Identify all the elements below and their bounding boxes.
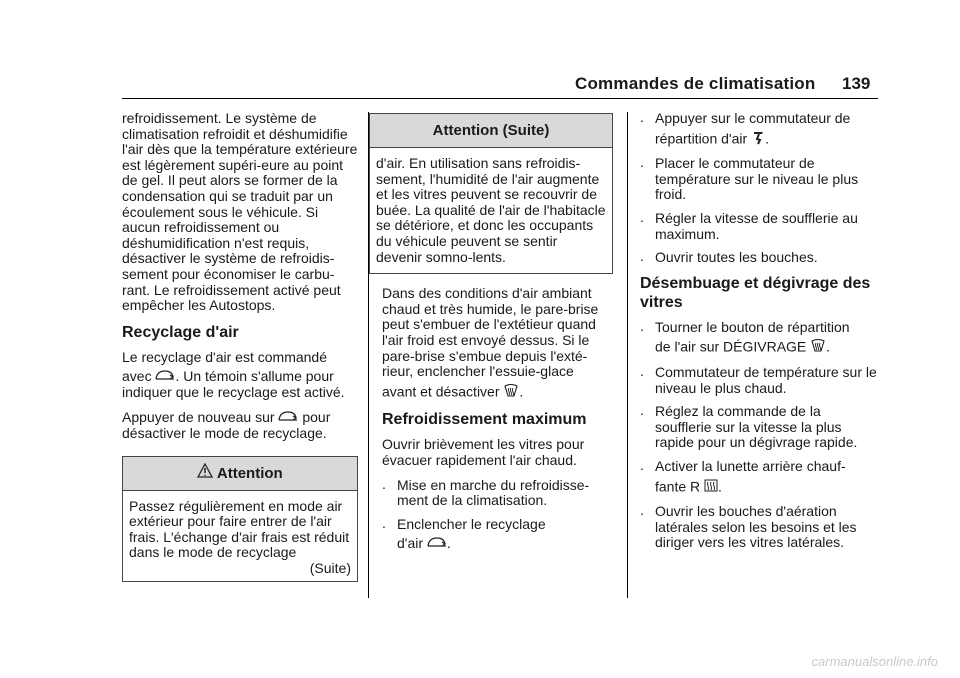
list-item	[640, 504, 878, 551]
attention-box	[122, 456, 358, 582]
page-number: 139	[842, 74, 871, 93]
list-item-text: Placer le commutateur de température sur le niveau le plus froid.	[655, 155, 859, 203]
column-divider	[627, 112, 628, 598]
list-item-text: Enclencher le recyclage	[397, 515, 546, 532]
recirculation-icon	[427, 537, 447, 553]
bullet-dot: .	[640, 456, 644, 473]
bullet-dot: .	[640, 208, 644, 225]
bullet-dot: .	[640, 248, 644, 265]
intro-paragraph: refroidissement. Le système de climatisation refroidit et déshumidifie l'air dès que la température extérieure est légèrement supéri-eure au point de gel. Il peut alors se former de la condensation qui se traduit par un écoulement sous le véhicule. Si aucun refroidissement ou déshumidification n'est requis, désactiver le système de refroidis-sement pour économiser le carbu-rant. Le refroidissement activé peut empêcher les Autostops.	[122, 110, 358, 314]
recycle-paragraph	[122, 350, 358, 366]
watermark: carmanualsonline.info	[811, 654, 938, 669]
list-item	[640, 250, 878, 266]
recirculation-icon	[155, 370, 175, 386]
recirculation-icon	[278, 411, 298, 427]
list-item	[640, 362, 878, 396]
list-item-text: Ouvrir toutes les bouches.	[655, 249, 818, 266]
list-item	[640, 317, 878, 336]
list-item-text: Activer la lunette arrière chauf-	[655, 457, 846, 474]
defrost-icon	[503, 384, 519, 402]
list-item-continued: d'air .	[397, 535, 451, 552]
list-item-text: fante R	[655, 478, 701, 494]
bullet-dot: .	[640, 402, 644, 419]
list-item	[382, 475, 613, 509]
column-right	[640, 111, 878, 559]
attention-header: Attention (Suite)	[370, 114, 612, 148]
section-heading-max-cooling: Refroidissement maximum	[382, 411, 587, 429]
defrost-icon	[810, 339, 826, 357]
list-item-text: Tourner le bouton de répartition	[655, 318, 850, 335]
recycle-text-post: . Un témoin s'allume pour indiquer que le recyclage est activé.	[122, 368, 345, 401]
recycle-paragraph-2	[122, 369, 358, 401]
column-middle	[369, 113, 613, 560]
list-item-continued: de l'air sur DÉGIVRAGE .	[640, 339, 878, 357]
recycle-text: Le recyclage d'air est commandé	[122, 348, 327, 365]
bullet-dot: .	[640, 362, 644, 379]
list-item-text: Régler la vitesse de soufflerie au maximum.	[655, 209, 858, 242]
list-item-text: Commutateur de température sur le niveau le plus chaud.	[655, 363, 877, 396]
attention-body: d'air. En utilisation sans refroidis-sement, l'humidité de l'air augmente et les vitres peuvent se recouvrir de buée. La qualité de l'air de l'habitacle se détériore, et donc les occupants du véhicule peuvent se sentir devenir somno-lents.	[376, 155, 606, 265]
attention-continued: (Suite)	[309, 560, 351, 577]
recycle-text-post: pour désactiver le mode de recyclage.	[122, 409, 331, 442]
list-item-text: Mise en marche du refroidisse-ment de la climatisation.	[397, 476, 590, 509]
attention-header	[123, 457, 357, 491]
bullet-dot: .	[640, 317, 644, 334]
list-item	[640, 111, 878, 127]
list-item-text: Réglez la commande de la soufflerie sur la vitesse la plus rapide pour un dégivrage rapide.	[655, 403, 858, 451]
list-item	[640, 404, 878, 451]
warning-triangle-icon	[197, 457, 213, 490]
list-item	[640, 156, 878, 203]
bullet-dot: .	[640, 502, 644, 519]
recycle-text-pre: Appuyer de nouveau sur	[122, 409, 275, 425]
humid-text-end: avant et désactiver	[382, 383, 500, 400]
humid-paragraph-end: avant et désactiver .	[382, 384, 613, 402]
list-item	[640, 208, 878, 242]
attention-text: Passez régulièrement en mode air extérieur pour faire entrer de l'air frais. L'échange d'air frais est réduit dans le mode de recyclage	[129, 497, 350, 561]
list-item-continued: répartition d'air .	[640, 131, 878, 149]
bullet-dot: .	[640, 109, 644, 125]
attention-title: Attention	[216, 464, 283, 482]
list-item-text: Ouvrir les bouches d'aération latérales selon les besoins et les diriger vers les vitres latérales.	[655, 503, 857, 551]
list-item-text: d'air	[397, 535, 424, 552]
recycle-paragraph-3	[122, 410, 358, 442]
vent-mode-icon	[751, 131, 765, 149]
recycle-text-pre: avec	[122, 368, 152, 385]
list-item-text: Appuyer sur le commutateur de	[655, 110, 851, 126]
list-item	[640, 456, 878, 475]
list-item-text: répartition d'air	[655, 130, 748, 147]
max-cooling-paragraph: Ouvrir brièvement les vitres pour évacuer rapidement l'air chaud.	[382, 436, 585, 468]
list-item-text: de l'air sur DÉGIVRAGE	[655, 338, 807, 355]
rear-defrost-icon	[704, 479, 718, 497]
page-title: Commandes de climatisation	[575, 74, 816, 93]
section-heading-recycle: Recyclage d'air	[122, 323, 239, 341]
bullet-dot: .	[382, 475, 386, 492]
list-item-continued: fante R .	[640, 479, 878, 497]
bullet-dot: .	[382, 514, 386, 531]
header-rule	[122, 98, 878, 99]
bullet-dot: .	[640, 154, 644, 171]
column-left	[122, 111, 358, 582]
humid-paragraph: Dans des conditions d'air ambiant chaud et très humide, le pare-brise peut s'embuer de l'extétieur quand l'air froid est envoyé dessus. Si le pare-brise s'embue depuis l'exté-rieur, enclencher l'essuie-glace	[382, 285, 599, 380]
attention-body	[123, 491, 357, 581]
section-heading-defrost: Désembuage et dégivrage des vitres	[640, 274, 871, 311]
list-item	[382, 514, 613, 533]
attention-box-continued	[369, 113, 613, 274]
